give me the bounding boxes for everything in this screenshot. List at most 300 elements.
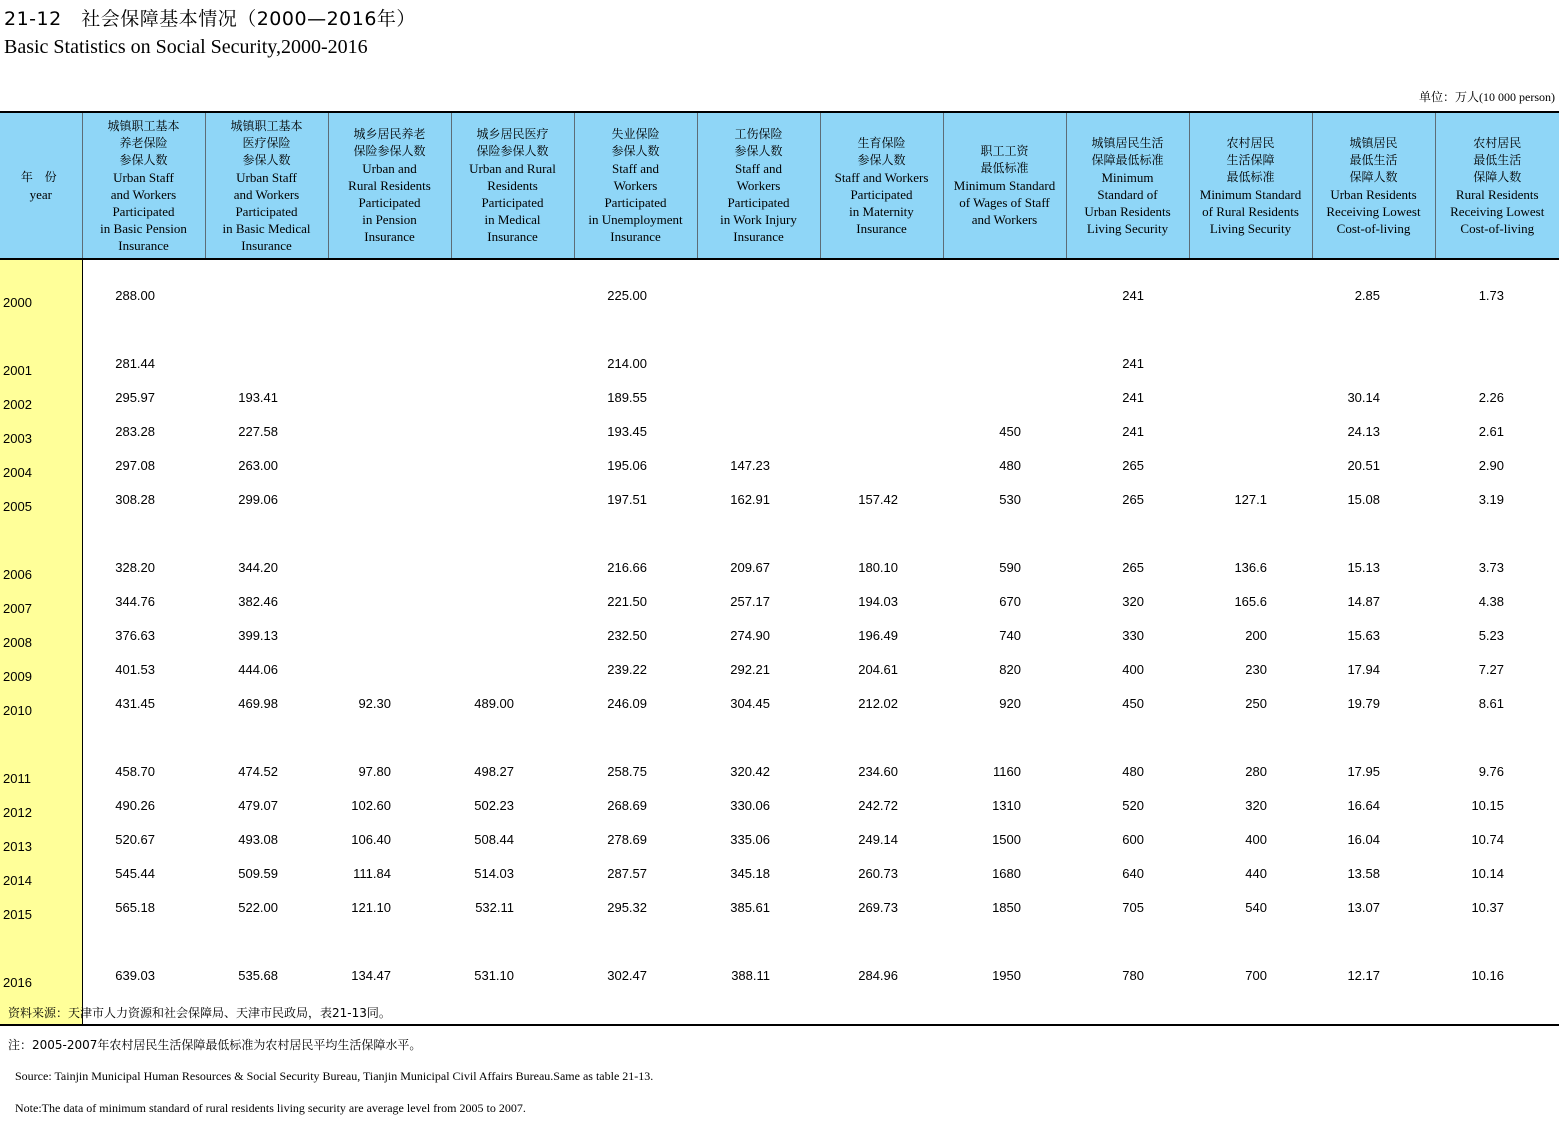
column-header-cn: 失业保险 参保人数 (611, 127, 660, 158)
value-cell: 246.09 (607, 695, 647, 711)
spacer-cell (820, 720, 943, 754)
value-cell: 241 (1122, 389, 1144, 405)
spacer-cell (451, 924, 574, 958)
value-cell: 127.1 (1234, 491, 1267, 507)
value-cell: 260.73 (858, 865, 898, 881)
spacer-cell (697, 720, 820, 754)
value-cell (451, 346, 574, 380)
spacer-cell (82, 259, 205, 278)
spacer-cell (0, 312, 82, 346)
value-cell: 234.60 (858, 763, 898, 779)
spacer-cell (574, 992, 697, 1025)
table-row (0, 618, 1559, 652)
spacer-cell (697, 992, 820, 1025)
year-cell: 2009 (0, 652, 82, 686)
column-header-cn: 工伤保险 参保人数 (734, 127, 783, 158)
value-cell (1435, 346, 1559, 380)
value-cell: 399.13 (238, 627, 278, 643)
spacer-cell (205, 516, 328, 550)
value-cell: 204.61 (858, 661, 898, 677)
value-cell: 304.45 (730, 695, 770, 711)
value-cell: 165.6 (1234, 593, 1267, 609)
value-cell: 200 (1245, 627, 1267, 643)
value-cell: 241 (1122, 355, 1144, 371)
year-cell: 2008 (0, 618, 82, 652)
spacer-cell (574, 720, 697, 754)
value-cell (943, 278, 1066, 312)
spacer-cell (574, 924, 697, 958)
column-header-cn: 城镇职工基本 养老保险 参保人数 (107, 118, 180, 167)
value-cell: 520.67 (115, 831, 155, 847)
column-header-cn: 城镇职工基本 医疗保险 参保人数 (230, 118, 303, 167)
value-cell: 134.47 (351, 967, 391, 983)
spacer-cell (820, 992, 943, 1025)
value-cell (1189, 414, 1312, 448)
value-cell: 1850 (992, 899, 1021, 915)
value-cell (697, 380, 820, 414)
statistics-table-container (0, 111, 1559, 1026)
value-cell: 920 (999, 695, 1021, 711)
value-cell (451, 652, 574, 686)
value-cell: 5.23 (1478, 627, 1504, 643)
value-cell: 400 (1245, 831, 1267, 847)
value-cell: 1680 (992, 865, 1021, 881)
value-cell: 401.53 (115, 661, 155, 677)
column-header-en: Minimum Standard of Wages of Staff and Workers (953, 178, 1056, 227)
column-header-en: Rural Residents Receiving Lowest Cost-of-living (1450, 186, 1545, 236)
value-cell: 382.46 (238, 593, 278, 609)
value-cell: 489.00 (474, 695, 514, 711)
spacer-row (0, 259, 1559, 278)
value-cell: 30.14 (1347, 389, 1380, 405)
column-header-8 (943, 112, 1066, 259)
spacer-cell (1189, 259, 1312, 278)
spacer-cell (1312, 720, 1435, 754)
spacer-cell (82, 924, 205, 958)
column-header-cn: 年 份 (20, 169, 61, 184)
column-header-year (0, 112, 82, 259)
spacer-cell (1435, 312, 1559, 346)
value-cell: 320.42 (730, 763, 770, 779)
value-cell: 209.67 (730, 559, 770, 575)
value-cell: 281.44 (115, 355, 155, 371)
value-cell: 302.47 (607, 967, 647, 983)
value-cell: 1500 (992, 831, 1021, 847)
column-header-en: Staff and Workers Participated in Work Injury Insurance (720, 161, 797, 244)
column-header-7 (820, 112, 943, 259)
value-cell (328, 380, 451, 414)
value-cell: 232.50 (607, 627, 647, 643)
value-cell: 157.42 (858, 491, 898, 507)
spacer-cell (0, 924, 82, 958)
value-cell: 531.10 (474, 967, 514, 983)
value-cell: 258.75 (607, 763, 647, 779)
value-cell: 242.72 (858, 797, 898, 813)
spacer-cell (943, 924, 1066, 958)
value-cell: 376.63 (115, 627, 155, 643)
value-cell: 193.45 (607, 423, 647, 439)
table-row (0, 550, 1559, 584)
value-cell: 600 (1122, 831, 1144, 847)
value-cell: 230 (1245, 661, 1267, 677)
value-cell (328, 550, 451, 584)
value-cell: 330.06 (730, 797, 770, 813)
spacer-cell (451, 992, 574, 1025)
unit-label-cn: 单位：万人 (1419, 90, 1480, 104)
value-cell: 345.18 (730, 865, 770, 881)
value-cell: 444.06 (238, 661, 278, 677)
value-cell (1312, 346, 1435, 380)
value-cell: 545.44 (115, 865, 155, 881)
table-row (0, 754, 1559, 788)
value-cell (451, 482, 574, 516)
column-header-6 (697, 112, 820, 259)
value-cell (451, 550, 574, 584)
spacer-cell (1066, 992, 1189, 1025)
value-cell: 540 (1245, 899, 1267, 915)
column-header-cn: 城乡居民养老 保险参保人数 (353, 127, 426, 158)
spacer-cell (1189, 720, 1312, 754)
value-cell: 493.08 (238, 831, 278, 847)
value-cell: 565.18 (115, 899, 155, 915)
column-header-cn: 农村居民 最低生活 保障人数 (1473, 135, 1522, 184)
spacer-cell (943, 259, 1066, 278)
value-cell: 278.69 (607, 831, 647, 847)
value-cell (451, 618, 574, 652)
value-cell: 469.98 (238, 695, 278, 711)
spacer-cell (205, 924, 328, 958)
value-cell: 214.00 (607, 355, 647, 371)
value-cell: 320 (1122, 593, 1144, 609)
spacer-row (0, 720, 1559, 754)
table-row (0, 686, 1559, 720)
value-cell: 195.06 (607, 457, 647, 473)
year-cell: 2001 (0, 346, 82, 380)
value-cell: 10.37 (1471, 899, 1504, 915)
value-cell: 241 (1122, 287, 1144, 303)
value-cell: 3.19 (1478, 491, 1504, 507)
spacer-cell (0, 516, 82, 550)
value-cell: 20.51 (1347, 457, 1380, 473)
value-cell (820, 380, 943, 414)
table-body (0, 259, 1559, 1025)
header-row (0, 112, 1559, 259)
value-cell (1189, 448, 1312, 482)
value-cell: 283.28 (115, 423, 155, 439)
value-cell: 269.73 (858, 899, 898, 915)
value-cell: 24.13 (1347, 423, 1380, 439)
spacer-cell (943, 992, 1066, 1025)
table-title-english: Basic Statistics on Social Security,2000-2016 (4, 36, 368, 58)
value-cell: 239.22 (607, 661, 647, 677)
value-cell: 92.30 (358, 695, 391, 711)
column-header-3 (328, 112, 451, 259)
column-header-4 (451, 112, 574, 259)
value-cell: 502.23 (474, 797, 514, 813)
value-cell: 9.76 (1478, 763, 1504, 779)
table-row (0, 958, 1559, 992)
year-cell: 2012 (0, 788, 82, 822)
value-cell: 287.57 (607, 865, 647, 881)
value-cell (328, 278, 451, 312)
spacer-cell (820, 516, 943, 550)
spacer-cell (697, 924, 820, 958)
value-cell: 10.16 (1471, 967, 1504, 983)
value-cell: 17.95 (1347, 763, 1380, 779)
value-cell (205, 278, 328, 312)
value-cell: 19.79 (1347, 695, 1380, 711)
spacer-cell (820, 924, 943, 958)
value-cell (820, 414, 943, 448)
spacer-cell (1189, 992, 1312, 1025)
column-header-en: Urban and Rural Residents Participated in Pension Insurance (348, 161, 431, 244)
table-row (0, 890, 1559, 924)
table-row (0, 414, 1559, 448)
value-cell: 250 (1245, 695, 1267, 711)
column-header-cn: 城镇居民 最低生活 保障人数 (1349, 135, 1398, 184)
spacer-cell (205, 720, 328, 754)
unit-label-en: (10 000 person) (1479, 90, 1555, 104)
table-row (0, 652, 1559, 686)
year-cell: 2006 (0, 550, 82, 584)
value-cell: 514.03 (474, 865, 514, 881)
value-cell: 400 (1122, 661, 1144, 677)
value-cell: 450 (1122, 695, 1144, 711)
value-cell (1189, 380, 1312, 414)
value-cell (697, 414, 820, 448)
value-cell: 299.06 (238, 491, 278, 507)
value-cell: 820 (999, 661, 1021, 677)
spacer-cell (328, 924, 451, 958)
spacer-cell (1066, 720, 1189, 754)
value-cell: 1310 (992, 797, 1021, 813)
spacer-cell (1066, 312, 1189, 346)
value-cell (451, 448, 574, 482)
value-cell: 480 (1122, 763, 1144, 779)
value-cell: 474.52 (238, 763, 278, 779)
spacer-cell (1435, 259, 1559, 278)
spacer-cell (1312, 259, 1435, 278)
value-cell (697, 346, 820, 380)
social-security-table (0, 111, 1559, 1026)
value-cell: 288.00 (115, 287, 155, 303)
value-cell: 308.28 (115, 491, 155, 507)
value-cell (943, 346, 1066, 380)
year-cell: 2015 (0, 890, 82, 924)
spacer-cell (697, 312, 820, 346)
spacer-cell (328, 516, 451, 550)
value-cell: 2.26 (1478, 389, 1504, 405)
value-cell: 320 (1245, 797, 1267, 813)
value-cell: 328.20 (115, 559, 155, 575)
value-cell (943, 380, 1066, 414)
value-cell: 1950 (992, 967, 1021, 983)
year-cell: 2014 (0, 856, 82, 890)
table-row (0, 380, 1559, 414)
column-header-en: Urban Staff and Workers Participated in Basic Medical Insurance (222, 169, 311, 253)
spacer-cell (328, 720, 451, 754)
value-cell: 225.00 (607, 287, 647, 303)
column-header-cn: 城乡居民医疗 保险参保人数 (476, 127, 549, 158)
value-cell: 263.00 (238, 457, 278, 473)
value-cell: 480 (999, 457, 1021, 473)
value-cell: 12.17 (1347, 967, 1380, 983)
value-cell: 13.58 (1347, 865, 1380, 881)
value-cell (328, 618, 451, 652)
value-cell (205, 346, 328, 380)
value-cell (451, 414, 574, 448)
column-header-5 (574, 112, 697, 259)
value-cell: 193.41 (238, 389, 278, 405)
value-cell: 330 (1122, 627, 1144, 643)
value-cell: 7.27 (1478, 661, 1504, 677)
spacer-cell (1435, 720, 1559, 754)
value-cell: 280 (1245, 763, 1267, 779)
value-cell: 479.07 (238, 797, 278, 813)
unit-label (1419, 88, 1555, 105)
spacer-cell (1312, 992, 1435, 1025)
table-row (0, 346, 1559, 380)
value-cell (328, 448, 451, 482)
spacer-cell (1312, 924, 1435, 958)
table-row (0, 278, 1559, 312)
spacer-cell (82, 720, 205, 754)
value-cell: 249.14 (858, 831, 898, 847)
spacer-cell (451, 259, 574, 278)
value-cell: 388.11 (731, 967, 770, 983)
column-header-cn: 职工工资 最低标准 (980, 144, 1029, 175)
value-cell: 8.61 (1478, 695, 1504, 711)
spacer-row (0, 516, 1559, 550)
column-header-en: Minimum Standard of Rural Residents Living Security (1199, 186, 1302, 236)
value-cell (328, 584, 451, 618)
spacer-cell (82, 312, 205, 346)
source-note-en: Source: Tainjin Municipal Human Resources & Social Security Bureau, Tianjin Municipal Civil Affairs Bureau.Same as table 21-13. (15, 1069, 654, 1083)
value-cell: 14.87 (1347, 593, 1380, 609)
spacer-cell (328, 312, 451, 346)
value-cell: 265 (1122, 457, 1144, 473)
column-header-en: Urban Residents Receiving Lowest Cost-of-living (1326, 186, 1421, 236)
value-cell: 97.80 (358, 763, 391, 779)
value-cell: 13.07 (1347, 899, 1380, 915)
value-cell: 522.00 (238, 899, 278, 915)
value-cell: 490.26 (115, 797, 155, 813)
value-cell: 268.69 (607, 797, 647, 813)
value-cell (1189, 346, 1312, 380)
value-cell (328, 414, 451, 448)
value-cell: 15.63 (1347, 627, 1380, 643)
value-cell: 10.74 (1471, 831, 1504, 847)
value-cell: 162.91 (730, 491, 770, 507)
spacer-cell (1312, 516, 1435, 550)
column-header-cn: 农村居民 生活保障 最低标准 (1226, 135, 1275, 184)
table-row (0, 822, 1559, 856)
value-cell: 16.04 (1347, 831, 1380, 847)
value-cell (328, 346, 451, 380)
value-cell: 212.02 (858, 695, 898, 711)
value-cell: 284.96 (858, 967, 898, 983)
value-cell (820, 278, 943, 312)
value-cell: 15.13 (1347, 559, 1380, 575)
spacer-cell (1066, 516, 1189, 550)
spacer-cell (82, 516, 205, 550)
value-cell: 1.73 (1478, 287, 1504, 303)
value-cell: 106.40 (351, 831, 391, 847)
value-cell: 335.06 (730, 831, 770, 847)
value-cell: 136.6 (1234, 559, 1267, 575)
value-cell: 385.61 (730, 899, 770, 915)
year-cell: 2000 (0, 278, 82, 312)
footnote-cn: 注：2005-2007年农村居民生活保障最低标准为农村居民平均生活保障水平。 (8, 1038, 422, 1052)
spacer-cell (820, 312, 943, 346)
spacer-cell (451, 312, 574, 346)
value-cell (451, 278, 574, 312)
value-cell: 274.90 (730, 627, 770, 643)
value-cell: 121.10 (351, 899, 391, 915)
spacer-cell (1066, 924, 1189, 958)
column-header-en: Staff and Workers Participated in Maternity Insurance (834, 169, 929, 236)
spacer-cell (820, 259, 943, 278)
value-cell: 16.64 (1347, 797, 1380, 813)
spacer-cell (1189, 312, 1312, 346)
spacer-cell (451, 516, 574, 550)
value-cell: 17.94 (1347, 661, 1380, 677)
value-cell: 196.49 (858, 627, 898, 643)
spacer-cell (0, 259, 82, 278)
table-row (0, 448, 1559, 482)
value-cell: 344.20 (238, 559, 278, 575)
column-header-11 (1312, 112, 1435, 259)
value-cell: 221.50 (607, 593, 647, 609)
value-cell: 508.44 (474, 831, 514, 847)
value-cell: 265 (1122, 559, 1144, 575)
year-cell: 2002 (0, 380, 82, 414)
value-cell: 590 (999, 559, 1021, 575)
value-cell: 535.68 (238, 967, 278, 983)
table-row (0, 584, 1559, 618)
table-title-chinese: 21-12 社会保障基本情况（2000—2016年） (4, 8, 416, 30)
year-cell: 2013 (0, 822, 82, 856)
spacer-row (0, 924, 1559, 958)
value-cell: 265 (1122, 491, 1144, 507)
spacer-cell (1435, 992, 1559, 1025)
column-header-1 (82, 112, 205, 259)
spacer-cell (574, 516, 697, 550)
column-header-en: Minimum Standard of Urban Residents Living Security (1084, 169, 1171, 236)
value-cell: 780 (1122, 967, 1144, 983)
value-cell: 450 (999, 423, 1021, 439)
value-cell: 180.10 (858, 559, 898, 575)
spacer-cell (697, 516, 820, 550)
column-header-en: Urban Staff and Workers Participated in Basic Pension Insurance (100, 169, 187, 253)
footnote-en: Note:The data of minimum standard of rural residents living security are average level from 2005 to 2007. (15, 1101, 526, 1115)
value-cell: 102.60 (351, 797, 391, 813)
value-cell: 344.76 (115, 593, 155, 609)
column-header-cn: 城镇居民生活 保障最低标准 (1091, 135, 1164, 167)
value-cell (820, 448, 943, 482)
source-note-cn: 资料来源：天津市人力资源和社会保障局、天津市民政局，表21-13同。 (8, 1006, 391, 1020)
value-cell: 639.03 (115, 967, 155, 983)
table-row (0, 788, 1559, 822)
year-cell: 2011 (0, 754, 82, 788)
year-cell: 2004 (0, 448, 82, 482)
value-cell: 10.14 (1471, 865, 1504, 881)
column-header-12 (1435, 112, 1559, 259)
value-cell: 295.32 (607, 899, 647, 915)
value-cell: 227.58 (238, 423, 278, 439)
spacer-cell (574, 312, 697, 346)
table-row (0, 482, 1559, 516)
